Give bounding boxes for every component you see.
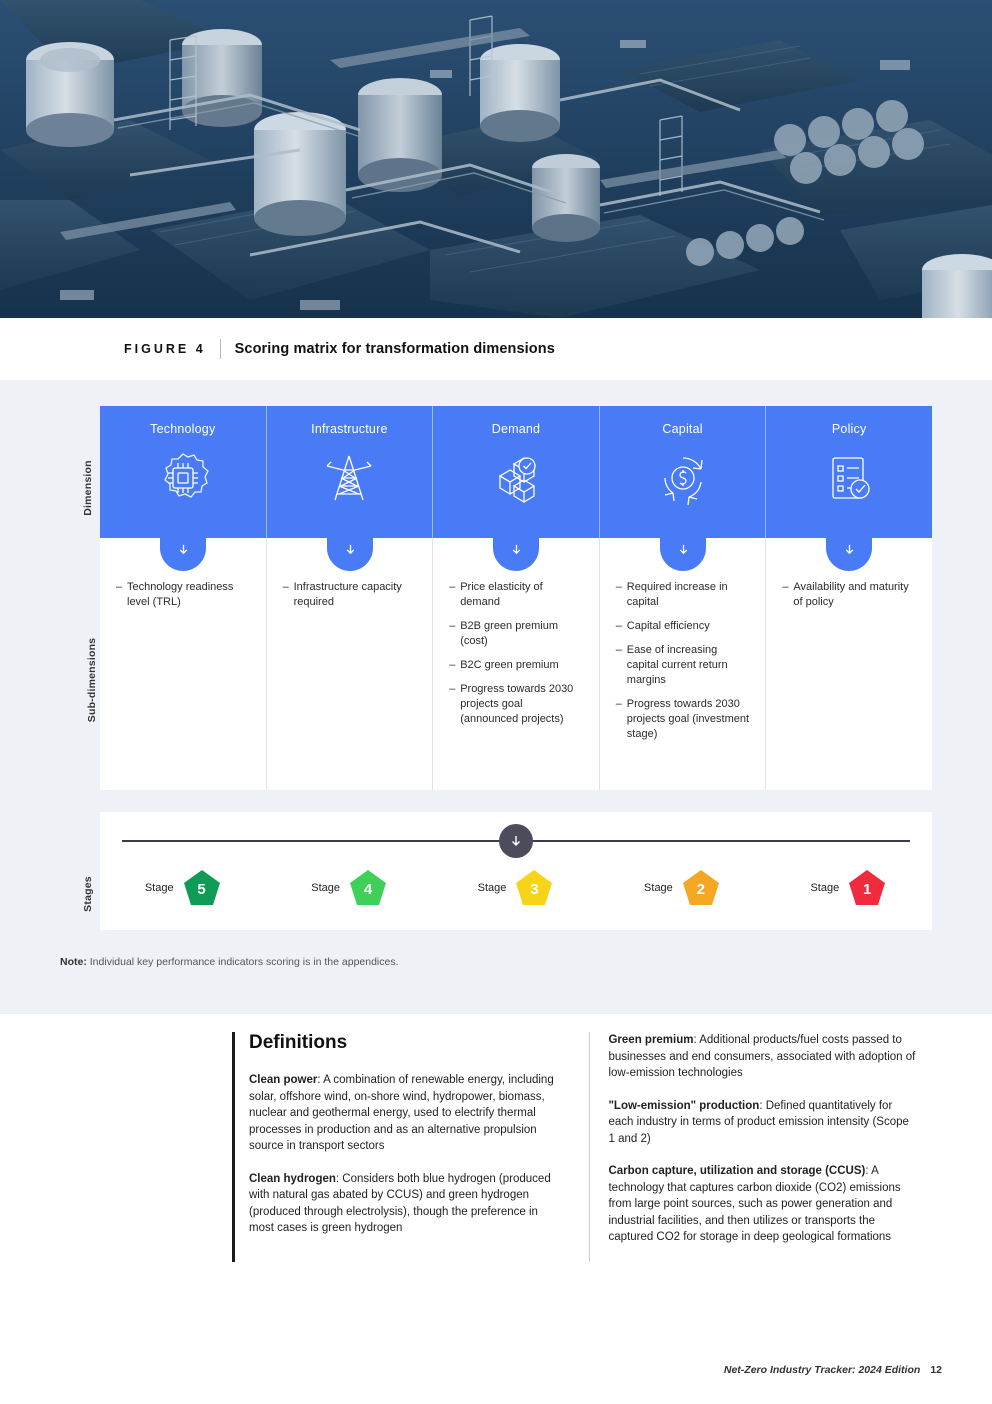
subdimension-item [449, 658, 583, 673]
subdimension-text: Price elasticity of demand [460, 581, 543, 608]
subdimension-text: B2B green premium (cost) [460, 620, 559, 647]
definition-green-premium [608, 1032, 918, 1082]
dash-marker: – [449, 620, 456, 632]
subdimension-text: B2C green premium [460, 659, 559, 671]
subdimension-column-policy [766, 538, 932, 790]
figure-note [60, 956, 992, 968]
definition-body: : Considers both blue hydrogen (produced with natural gas abated by CCUS) and green hydrogen (produced through electrolysis), though the preference in most cases is green hydrogen [249, 1172, 551, 1234]
definition-term: "Low-emission" production [608, 1099, 760, 1112]
dimension-column-infrastructure[interactable] [267, 406, 434, 538]
stage-number: 4 [363, 880, 373, 898]
stage-label: Stage [144, 882, 174, 894]
subdimension-item [782, 580, 916, 610]
definition-term: Green premium [608, 1034, 694, 1046]
subdimension-item [449, 580, 583, 610]
definition-body: : Additional products/fuel costs passed to businesses and end consumers, associated with adoption of low-emission technologies [608, 1034, 916, 1079]
stage-item-1[interactable] [766, 868, 932, 908]
dash-marker: – [615, 698, 622, 710]
subdimension-item [116, 580, 250, 610]
definition-body: : A technology that captures carbon dioxide (CO2) emissions from large point sources, such as power generation and industrial facilities, and then utilizes or transports the captured CO2 for storage in deep geological formations [608, 1165, 901, 1243]
subdimension-text: Ease of increasing capital current return margins [626, 644, 728, 686]
industrial-plant-illustration [0, 0, 992, 318]
pentagon-badge-4 [348, 868, 388, 908]
stages-arrow-badge [499, 824, 533, 858]
dash-marker: – [615, 581, 622, 593]
stage-label: Stage [644, 882, 673, 894]
page-footer [724, 1364, 942, 1376]
stages-row [100, 868, 932, 908]
dash-marker: – [449, 659, 456, 671]
stage-item-3[interactable] [433, 868, 599, 908]
footer-title: Net-Zero Industry Tracker: 2024 Edition [723, 1364, 921, 1376]
dash-marker: – [282, 581, 289, 593]
stage-item-2[interactable] [599, 868, 765, 908]
stage-number: 1 [863, 880, 872, 898]
stage-number: 2 [696, 880, 705, 898]
axis-label-subdimensions: Sub-dimensions [86, 637, 98, 723]
stage-number: 5 [197, 880, 206, 898]
boxes-check-icon [480, 442, 552, 514]
definitions-heading: Definitions [249, 1032, 348, 1053]
axis-label-dimension: Dimension [82, 460, 94, 516]
dimension-title: Demand [491, 422, 541, 436]
subdimension-text: Infrastructure capacity required [293, 581, 402, 608]
definitions-left-column [235, 1032, 589, 1262]
dash-marker: – [615, 620, 622, 632]
subdimension-text: Technology readiness level (TRL) [127, 581, 234, 608]
dimension-title: Infrastructure [311, 422, 388, 436]
axis-label-stages: Stages [82, 876, 94, 912]
stage-label: Stage [477, 882, 507, 894]
subdimension-item [616, 643, 750, 688]
dash-marker: – [782, 581, 789, 593]
definitions-section [0, 1014, 992, 1404]
stage-number: 3 [530, 880, 539, 898]
scoring-matrix [82, 406, 932, 930]
chip-gear-icon [147, 442, 219, 514]
pentagon-badge-2 [681, 868, 721, 908]
subdimension-column-technology [100, 538, 267, 790]
note-text: Individual key performance indicators scoring is in the appendices. [86, 956, 399, 968]
subdimension-item [449, 682, 583, 727]
definitions-right-column [589, 1032, 944, 1262]
note-label: Note: [60, 956, 87, 968]
dash-marker: – [449, 683, 456, 695]
subdimension-text: Required increase in capital [626, 581, 728, 608]
definition-term: Carbon capture, utilization and storage (CCUS) [608, 1165, 866, 1177]
subdimension-column-capital [600, 538, 767, 790]
subdimension-item [616, 619, 750, 634]
definition-clean-hydrogen [249, 1171, 563, 1237]
subdimension-column-infrastructure [267, 538, 434, 790]
document-check-icon [813, 442, 885, 514]
stage-label: Stage [311, 882, 340, 894]
pentagon-badge-3 [514, 868, 554, 908]
power-pylon-icon [313, 442, 385, 514]
figure-title: Scoring matrix for transformation dimensions [234, 341, 555, 357]
subdimension-item [283, 580, 417, 610]
dimension-column-capital[interactable] [600, 406, 767, 538]
dimension-title: Capital [662, 422, 703, 436]
subdimension-item [616, 697, 750, 742]
dimension-column-policy[interactable] [766, 406, 932, 538]
subdimension-item [449, 619, 583, 649]
stages-section [100, 812, 932, 930]
hero-image [0, 0, 992, 318]
definition-term: Clean power [249, 1074, 318, 1086]
subdimension-column-demand [433, 538, 600, 790]
dash-marker: – [116, 581, 123, 593]
figure-header [0, 318, 992, 380]
subdimension-text: Progress towards 2030 projects goal (investment stage) [626, 698, 750, 740]
definition-clean-power [249, 1072, 563, 1155]
subdimension-text: Progress towards 2030 projects goal (announced projects) [460, 683, 574, 725]
dash-marker: – [449, 581, 456, 593]
subdimensions-body [100, 538, 932, 790]
pentagon-badge-1 [847, 868, 887, 908]
dimension-header-band [100, 406, 932, 538]
dimension-column-technology[interactable] [100, 406, 267, 538]
definition-low-emission-production [608, 1098, 918, 1148]
figure-separator [220, 339, 221, 359]
stage-item-5[interactable] [100, 868, 266, 908]
definitions-columns [232, 1032, 944, 1262]
dimension-column-demand[interactable] [433, 406, 600, 538]
subdimension-text: Availability and maturity of policy [793, 581, 909, 608]
subdimension-item [616, 580, 750, 610]
dollar-cycle-icon [647, 442, 719, 514]
figure-panel [0, 380, 992, 1014]
figure-label: FIGURE 4 [124, 342, 206, 356]
stage-item-4[interactable] [266, 868, 432, 908]
pentagon-badge-5 [182, 868, 222, 908]
dimension-title: Technology [150, 422, 216, 436]
subdimension-text: Capital efficiency [626, 620, 710, 632]
stage-label: Stage [810, 882, 840, 894]
dimension-title: Policy [831, 422, 867, 436]
definition-term: Clean hydrogen [249, 1172, 336, 1185]
definition-body: : Defined quantitatively for each industry in terms of product emission intensity (Scope 1 and 2) [608, 1099, 909, 1145]
definition-body: : A combination of renewable energy, including solar, offshore wind, on-shore wind, hydropower, biomass, nuclear and geothermal energy, used to electrify thermal processes in production and as an alternative propulsion source in transport sectors [249, 1074, 554, 1152]
definition-ccus [608, 1163, 918, 1246]
footer-page-number: 12 [930, 1364, 942, 1376]
dash-marker: – [615, 644, 622, 656]
